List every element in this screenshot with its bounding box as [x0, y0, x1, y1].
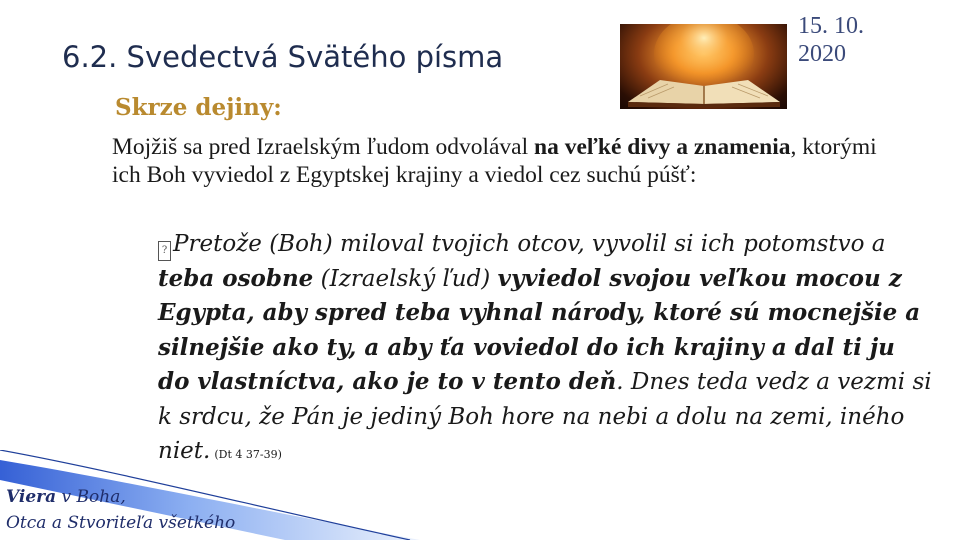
intro-paragraph [112, 133, 902, 189]
scripture-reference: (Dt 4 37-39) [214, 448, 282, 461]
footer-line-1 [6, 484, 235, 510]
footer-line-2: Otca a Stvoriteľa všetkého [6, 513, 236, 533]
quote-bold-1: teba osobne [158, 264, 314, 292]
quote-bold-2: vyviedol svojou veľkou mocou z Egypta, aby spred teba vyhnal národy, ktoré sú mocnejšie a silnejšie ako ty, a aby ťa voviedol do ich krajiny a dal ti ju do vlastníctva, ako je to v tento deň [158, 264, 921, 395]
footer-caption [6, 484, 235, 536]
intro-text-1: Mojžiš sa pred Izraelským ľudom odvolával [112, 134, 535, 160]
open-bible-image [620, 24, 787, 109]
bullet-icon: ? [158, 241, 171, 261]
quote-text-3: . Dnes teda vedz a vezmi si k srdcu, že Pán je jediný Boh hore na nebi a dolu na zemi, iného niet. [158, 369, 932, 464]
scripture-quote [158, 227, 933, 473]
quote-text-1: Pretože (Boh) miloval tvojich otcov, vyvolil si ich potomstvo a [173, 231, 886, 257]
date-day-month: 15. 10. [798, 13, 864, 39]
slide-title: 6.2. Svedectvá Svätého písma [62, 40, 504, 74]
date [798, 12, 864, 68]
subheading: Skrze dejiny: [115, 94, 282, 121]
intro-bold: na veľké divy a znamenia [534, 134, 791, 160]
date-year: 2020 [798, 41, 846, 67]
quote-text-2: (Izraelský ľud) [313, 265, 498, 292]
footer-bold: Viera [6, 487, 57, 507]
footer-rest: v Boha, [56, 487, 126, 507]
intro-text-2: , ktorými ich Boh vyviedol z Egyptskej krajiny a viedol cez suchú púšť: [112, 134, 877, 188]
